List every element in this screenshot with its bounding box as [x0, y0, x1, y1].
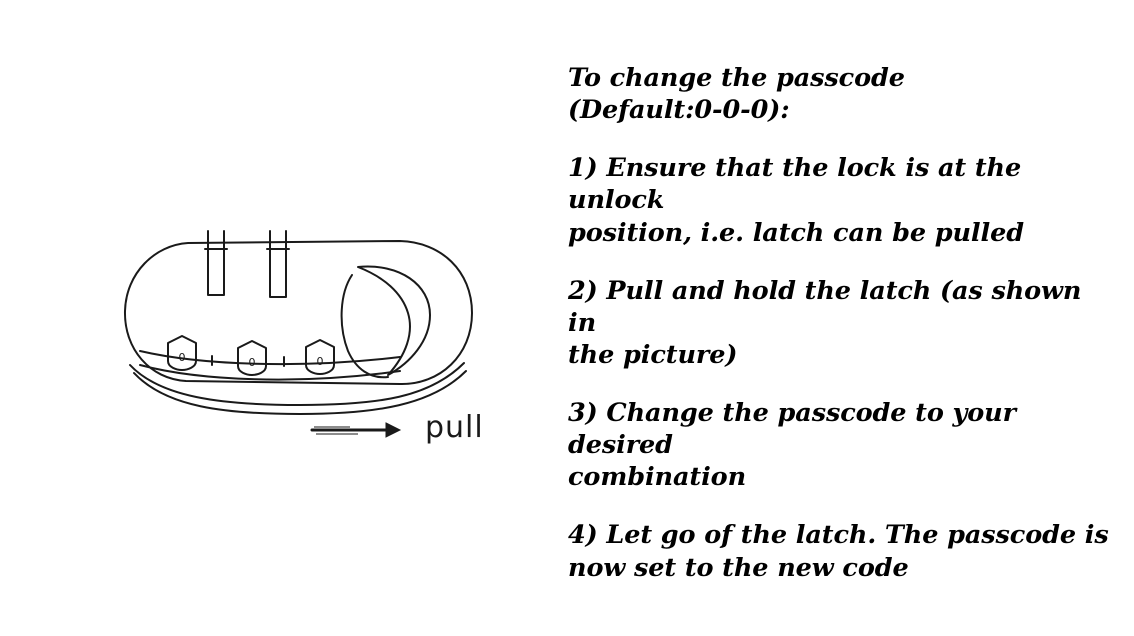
step-4-line-1: 4) Let go of the latch. The passcode is — [568, 520, 1109, 551]
heading-line-1: To change the passcode — [568, 63, 905, 93]
step-2 — [568, 275, 1113, 371]
step-3-line-2: combination — [568, 462, 747, 493]
latch-arrow-icon — [312, 423, 400, 437]
dial-digit-1: 0 — [178, 351, 186, 364]
step-1-line-1: 1) Ensure that the lock is at the unlock — [568, 153, 1030, 216]
step-4-line-2: now set to the new code — [568, 552, 909, 583]
dial-digit-2: 0 — [248, 356, 256, 369]
dial-digit-3: 0 — [316, 355, 324, 368]
step-4 — [568, 519, 1113, 583]
instructions-panel — [568, 62, 1113, 584]
step-1 — [568, 152, 1113, 248]
step-3 — [568, 397, 1113, 493]
step-2-line-2: the picture) — [568, 339, 738, 370]
pull-caption: pull — [425, 410, 484, 445]
heading-line-2: (Default:0-0-0): — [568, 95, 790, 126]
step-1-line-2: position, i.e. latch can be pulled — [568, 217, 1024, 248]
step-3-line-1: 3) Change the passcode to your desired — [568, 398, 1025, 461]
instructions-heading — [568, 62, 1113, 126]
step-2-line-1: 2) Pull and hold the latch (as shown in — [568, 275, 1091, 338]
